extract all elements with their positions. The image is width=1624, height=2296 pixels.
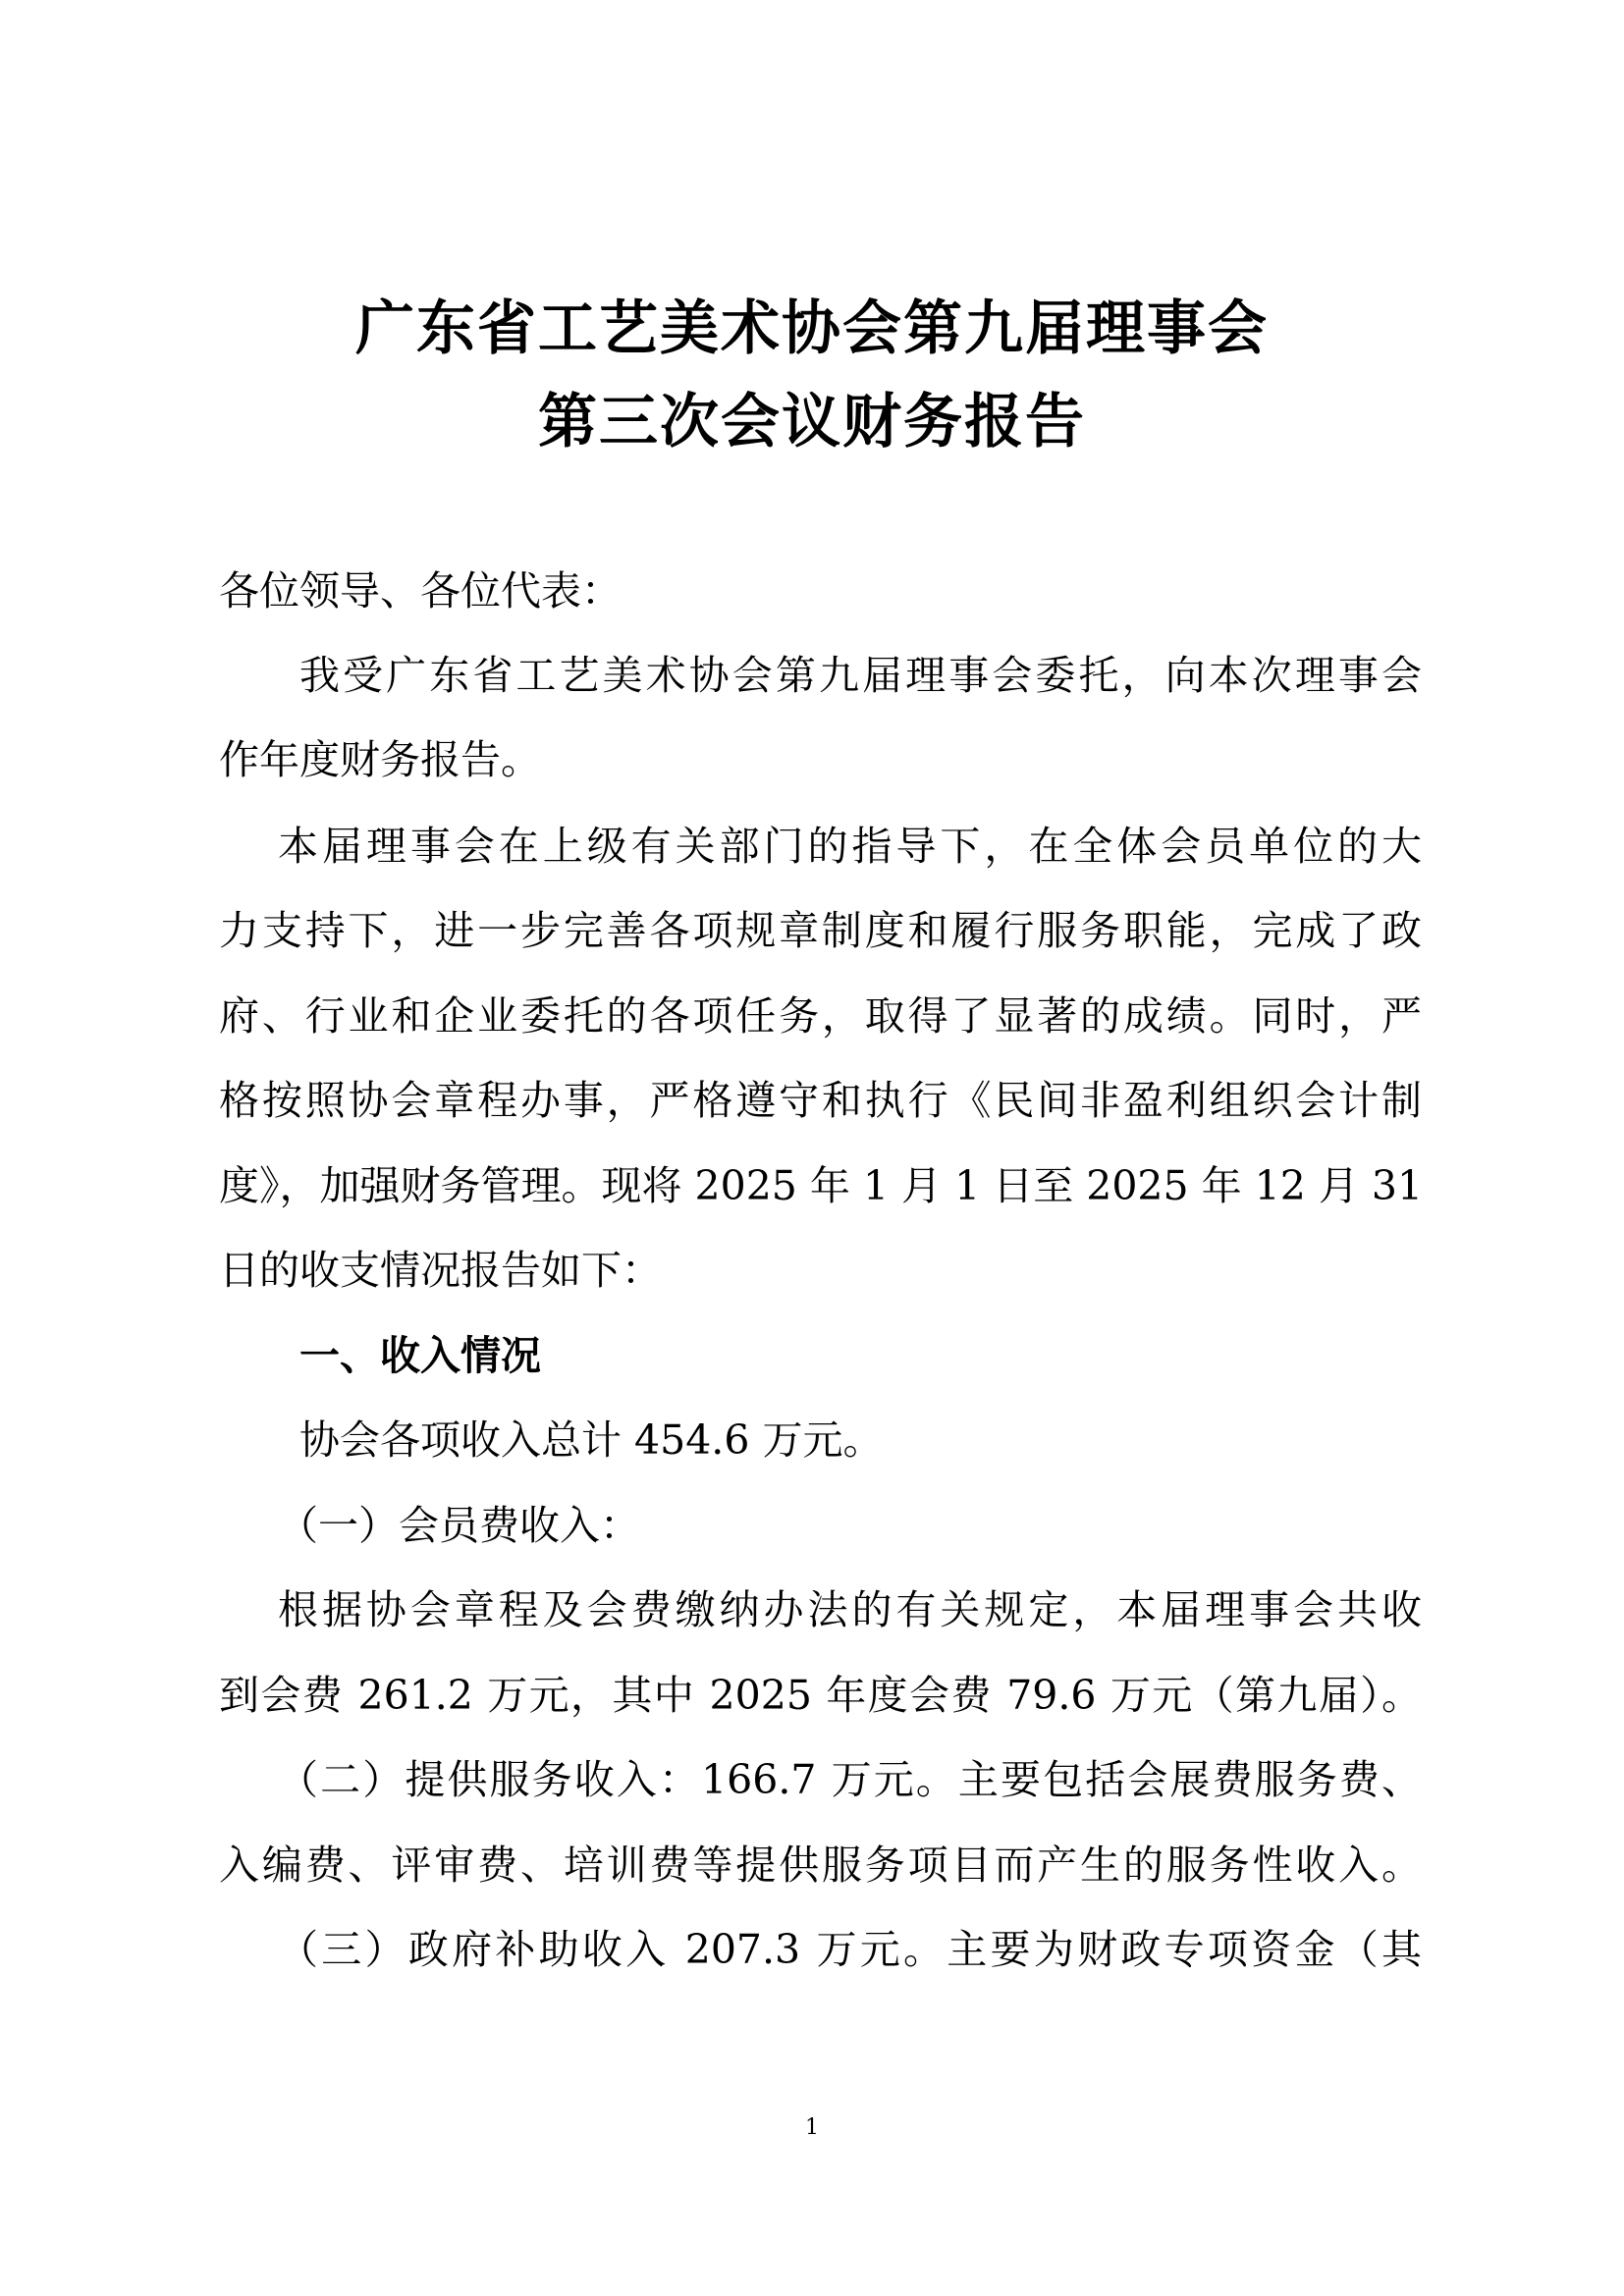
document-title-line-1: 广东省工艺美术协会第九届理事会 (355, 294, 1269, 363)
paragraph-2-line-2: 力支持下，进一步完善各项规章制度和履行服务职能，完成了政 (219, 907, 1422, 954)
page-number: 1 (805, 2115, 819, 2140)
government-subsidy-line-1: （三）政府补助收入 207.3 万元。主要为财政专项资金（其 (278, 1926, 1422, 1973)
document-title-line-2: 第三次会议财务报告 (538, 388, 1086, 456)
paragraph-2-line-6: 日的收支情况报告如下： (219, 1247, 662, 1294)
membership-fee-heading: （一）会员费收入： (278, 1502, 640, 1549)
paragraph-2-line-4: 格按照协会章程办事，严格遵守和执行《民间非盈利组织会计制 (219, 1077, 1422, 1124)
paragraph-2-line-5: 度》，加强财务管理。现将 2025 年 1 月 1 日至 2025 年 12 月 31 (219, 1162, 1424, 1209)
membership-fee-line-2: 到会费 261.2 万元，其中 2025 年度会费 79.6 万元（第九届）。 (219, 1672, 1422, 1719)
salutation: 各位领导、各位代表： (219, 567, 622, 614)
paragraph-2-line-3: 府、行业和企业委托的各项任务，取得了显著的成绩。同时，严 (219, 992, 1422, 1040)
intro-paragraph-line-1: 我受广东省工艺美术协会第九届理事会委托，向本次理事会 (299, 652, 1422, 699)
service-income-line-2: 入编费、评审费、培训费等提供服务项目而产生的服务性收入。 (219, 1842, 1422, 1889)
service-income-line-1: （二）提供服务收入：166.7 万元。主要包括会展费服务费、 (278, 1756, 1422, 1803)
total-income-text: 协会各项收入总计 454.6 万元。 (299, 1416, 884, 1464)
section-heading-income: 一、收入情况 (299, 1332, 541, 1379)
intro-paragraph-line-2: 作年度财务报告。 (219, 736, 541, 783)
paragraph-2-line-1: 本届理事会在上级有关部门的指导下，在全体会员单位的大 (278, 823, 1422, 870)
membership-fee-line-1: 根据协会章程及会费缴纳办法的有关规定，本届理事会共收 (278, 1586, 1422, 1633)
